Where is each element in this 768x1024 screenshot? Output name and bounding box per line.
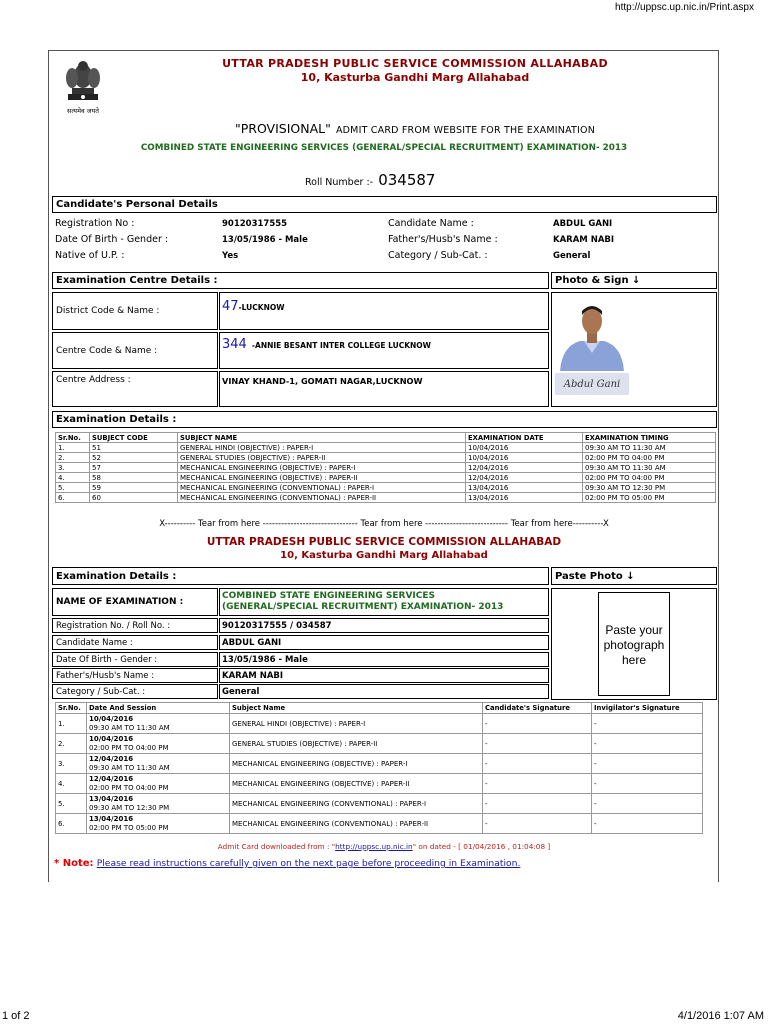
session-date: 10/04/2016 bbox=[89, 734, 134, 743]
download-suffix: " on dated - [ 01/04/2016 , 01:04:08 ] bbox=[412, 842, 551, 851]
session-col-header: Subject Name bbox=[230, 703, 483, 714]
session-sr: 5. bbox=[56, 794, 87, 814]
candidate-signature-cell: - bbox=[483, 774, 592, 794]
state-emblem-icon bbox=[58, 56, 108, 114]
session-date: 12/04/2016 bbox=[89, 774, 134, 783]
session-sr: 2. bbox=[56, 734, 87, 754]
category-value: General bbox=[553, 251, 591, 261]
session-sr: 1. bbox=[56, 714, 87, 734]
session-time: 09:30 AM TO 12:30 PM bbox=[89, 803, 170, 812]
exam-table-cell: 09:30 AM TO 11:30 AM bbox=[583, 463, 716, 473]
download-info bbox=[50, 842, 718, 851]
exam-name: COMBINED STATE ENGINEERING SERVICES (GENERAL/SPECIAL RECRUITMENT) EXAMINATION- 2013 bbox=[140, 143, 628, 153]
category-label: Category / Sub-Cat. : bbox=[388, 250, 488, 261]
lower-reg-label: Registration No. / Roll No. : bbox=[52, 618, 218, 633]
dob-value: 13/05/1986 - Male bbox=[222, 235, 308, 245]
roll-value: 034587 bbox=[378, 171, 436, 189]
exam-table-cell: 57 bbox=[90, 463, 178, 473]
district-value bbox=[219, 292, 549, 330]
exam-table-cell: 5. bbox=[56, 483, 90, 493]
exam-table-row bbox=[56, 453, 716, 463]
lower-father-label: Father's/Husb's Name : bbox=[52, 668, 218, 683]
session-row bbox=[56, 714, 703, 734]
paste-photo-box: Paste your photograph here bbox=[598, 592, 670, 696]
title-rest: ADMIT CARD FROM WEBSITE FOR THE EXAMINATION bbox=[335, 125, 596, 136]
exam-table-cell: 51 bbox=[90, 443, 178, 453]
photo-sign-box bbox=[551, 292, 717, 407]
exam-table-row bbox=[56, 463, 716, 473]
lower-category-label: Category / Sub-Cat. : bbox=[52, 684, 218, 699]
centre-value bbox=[219, 332, 549, 369]
session-time: 02:00 PM TO 04:00 PM bbox=[89, 743, 169, 752]
exam-table-row bbox=[56, 443, 716, 453]
org-address-lower: 10, Kasturba Gandhi Marg Allahabad bbox=[280, 550, 488, 561]
org-address: 10, Kasturba Gandhi Marg Allahabad bbox=[300, 71, 530, 84]
lower-exam-heading: Examination Details : bbox=[52, 567, 549, 585]
centre-code: 344 bbox=[222, 337, 247, 352]
session-date-cell bbox=[87, 754, 230, 774]
exam-col-header: EXAMINATION DATE bbox=[466, 433, 583, 443]
session-row bbox=[56, 774, 703, 794]
native-value: Yes bbox=[222, 251, 239, 261]
session-date: 10/04/2016 bbox=[89, 714, 134, 723]
father-value: KARAM NABI bbox=[553, 235, 615, 245]
district-code: 47 bbox=[222, 299, 239, 314]
exam-table-cell: 60 bbox=[90, 493, 178, 503]
page-count: 1 of 2 bbox=[2, 1010, 30, 1022]
exam-line-2: (GENERAL/SPECIAL RECRUITMENT) EXAMINATION- 2013 bbox=[222, 602, 504, 612]
exam-name-value bbox=[219, 588, 549, 616]
invigilator-signature-cell: - bbox=[592, 734, 703, 754]
note-link[interactable]: Please read instructions carefully given on the next page before proceeding in Examination. bbox=[96, 858, 521, 869]
session-subject: MECHANICAL ENGINEERING (CONVENTIONAL) : PAPER-II bbox=[230, 814, 483, 834]
session-date-cell bbox=[87, 814, 230, 834]
invigilator-signature-cell: - bbox=[592, 714, 703, 734]
candidate-signature-cell: - bbox=[483, 714, 592, 734]
candidate-signature-cell: - bbox=[483, 814, 592, 834]
exam-table-cell: 10/04/2016 bbox=[466, 443, 583, 453]
reg-value: 90120317555 bbox=[222, 219, 288, 229]
emblem-motto: सत्यमेव जयते bbox=[67, 107, 99, 115]
exam-table-cell: 3. bbox=[56, 463, 90, 473]
exam-table-cell: 4. bbox=[56, 473, 90, 483]
download-link[interactable]: http://uppsc.up.nic.in bbox=[335, 842, 413, 851]
exam-table-cell: 02:00 PM TO 04:00 PM bbox=[583, 473, 716, 483]
exam-details-heading: Examination Details : bbox=[52, 411, 717, 428]
exam-table-cell: 10/04/2016 bbox=[466, 453, 583, 463]
note bbox=[54, 858, 520, 869]
exam-col-header: SUBJECT NAME bbox=[178, 433, 466, 443]
session-row bbox=[56, 794, 703, 814]
candidate-signature: Abdul Gani bbox=[555, 373, 629, 395]
exam-table-cell: 09:30 AM TO 11:30 AM bbox=[583, 443, 716, 453]
native-label: Native of U.P. : bbox=[55, 250, 125, 261]
candidate-signature-cell: - bbox=[483, 734, 592, 754]
session-time: 02:00 PM TO 04:00 PM bbox=[89, 783, 169, 792]
address-value: VINAY KHAND-1, GOMATI NAGAR,LUCKNOW bbox=[219, 371, 549, 407]
exam-col-header: SUBJECT CODE bbox=[90, 433, 178, 443]
session-date: 12/04/2016 bbox=[89, 754, 134, 763]
exam-table-cell: 13/04/2016 bbox=[466, 483, 583, 493]
invigilator-signature-cell: - bbox=[592, 794, 703, 814]
roll-number bbox=[305, 170, 435, 189]
attendance-table bbox=[55, 702, 702, 834]
invigilator-signature-cell: - bbox=[592, 774, 703, 794]
exam-table-cell: MECHANICAL ENGINEERING (OBJECTIVE) : PAPER-II bbox=[178, 473, 466, 483]
session-col-header: Sr.No. bbox=[56, 703, 87, 714]
exam-table-cell: 52 bbox=[90, 453, 178, 463]
exam-table-cell: 12/04/2016 bbox=[466, 473, 583, 483]
session-sr: 3. bbox=[56, 754, 87, 774]
exam-table-cell: MECHANICAL ENGINEERING (OBJECTIVE) : PAPER-I bbox=[178, 463, 466, 473]
name-value: ABDUL GANI bbox=[553, 219, 613, 229]
personal-details-heading: Candidate's Personal Details bbox=[52, 196, 717, 213]
session-col-header: Candidate's Signature bbox=[483, 703, 592, 714]
session-date: 13/04/2016 bbox=[89, 814, 134, 823]
session-subject: MECHANICAL ENGINEERING (CONVENTIONAL) : PAPER-I bbox=[230, 794, 483, 814]
name-label: Candidate Name : bbox=[388, 218, 474, 229]
note-label: * Note: bbox=[54, 858, 94, 869]
session-date-cell bbox=[87, 794, 230, 814]
exam-table-cell: GENERAL HINDI (OBJECTIVE) : PAPER-I bbox=[178, 443, 466, 453]
exam-table-cell: 2. bbox=[56, 453, 90, 463]
tear-line: X---------- Tear from here ------------------------------- Tear from here --------------------------- Tear from here----------X bbox=[159, 519, 609, 529]
address-label: Centre Address : bbox=[52, 371, 218, 407]
exam-name-label: NAME OF EXAMINATION : bbox=[52, 588, 218, 616]
provisional-label: "PROVISIONAL" bbox=[234, 121, 331, 136]
session-col-header: Date And Session bbox=[87, 703, 230, 714]
print-datetime: 4/1/2016 1:07 AM bbox=[677, 1010, 764, 1022]
session-sr: 6. bbox=[56, 814, 87, 834]
exam-table-cell: 09:30 AM TO 12:30 PM bbox=[583, 483, 716, 493]
session-date-cell bbox=[87, 774, 230, 794]
paste-photo-area bbox=[551, 588, 717, 700]
exam-table-cell: 13/04/2016 bbox=[466, 493, 583, 503]
father-label: Father's/Husb's Name : bbox=[388, 234, 498, 245]
candidate-photo bbox=[552, 301, 632, 371]
roll-label: Roll Number :- bbox=[305, 177, 374, 188]
centre-details-heading: Examination Centre Details : bbox=[52, 272, 549, 289]
org-name-lower: UTTAR PRADESH PUBLIC SERVICE COMMISSION ALLAHABAD bbox=[206, 536, 562, 548]
session-date: 13/04/2016 bbox=[89, 794, 134, 803]
candidate-signature-cell: - bbox=[483, 754, 592, 774]
exam-col-header: EXAMINATION TIMING bbox=[583, 433, 716, 443]
exam-table-cell: 02:00 PM TO 05:00 PM bbox=[583, 493, 716, 503]
session-time: 09:30 AM TO 11:30 AM bbox=[89, 723, 170, 732]
lower-reg-value: 90120317555 / 034587 bbox=[219, 618, 549, 633]
lower-name-value: ABDUL GANI bbox=[219, 635, 549, 650]
district-label: District Code & Name : bbox=[52, 292, 218, 330]
candidate-signature-cell: - bbox=[483, 794, 592, 814]
invigilator-signature-cell: - bbox=[592, 754, 703, 774]
session-date-cell bbox=[87, 714, 230, 734]
session-row bbox=[56, 734, 703, 754]
session-col-header: Invigilator's Signature bbox=[592, 703, 703, 714]
lower-father-value: KARAM NABI bbox=[219, 668, 549, 683]
exam-table-cell: 59 bbox=[90, 483, 178, 493]
exam-table-row bbox=[56, 493, 716, 503]
exam-table-cell: 1. bbox=[56, 443, 90, 453]
dob-label: Date Of Birth - Gender : bbox=[55, 234, 169, 245]
download-prefix: Admit Card downloaded from : " bbox=[217, 842, 336, 851]
exam-table-cell: 6. bbox=[56, 493, 90, 503]
session-subject: MECHANICAL ENGINEERING (OBJECTIVE) : PAPER-I bbox=[230, 754, 483, 774]
session-time: 02:00 PM TO 05:00 PM bbox=[89, 823, 169, 832]
exam-table-cell: 58 bbox=[90, 473, 178, 483]
reg-label: Registration No : bbox=[55, 218, 135, 229]
lower-dob-label: Date Of Birth - Gender : bbox=[52, 652, 218, 667]
exam-table-cell: MECHANICAL ENGINEERING (CONVENTIONAL) : PAPER-II bbox=[178, 493, 466, 503]
lower-category-value: General bbox=[219, 684, 549, 699]
centre-label: Centre Code & Name : bbox=[52, 332, 218, 369]
lower-dob-value: 13/05/1986 - Male bbox=[219, 652, 549, 667]
session-subject: MECHANICAL ENGINEERING (OBJECTIVE) : PAPER-II bbox=[230, 774, 483, 794]
exam-col-header: Sr.No. bbox=[56, 433, 90, 443]
session-row bbox=[56, 754, 703, 774]
session-time: 09:30 AM TO 11:30 AM bbox=[89, 763, 170, 772]
session-sr: 4. bbox=[56, 774, 87, 794]
print-url: http://uppsc.up.nic.in/Print.aspx bbox=[615, 2, 754, 13]
session-row bbox=[56, 814, 703, 834]
centre-name: -ANNIE BESANT INTER COLLEGE LUCKNOW bbox=[251, 341, 431, 350]
exam-table-cell: 12/04/2016 bbox=[466, 463, 583, 473]
photo-sign-heading: Photo & Sign ↓ bbox=[551, 272, 717, 289]
admit-card-title bbox=[110, 118, 720, 137]
session-subject: GENERAL STUDIES (OBJECTIVE) : PAPER-II bbox=[230, 734, 483, 754]
exam-schedule-table bbox=[55, 432, 715, 503]
exam-line-1: COMBINED STATE ENGINEERING SERVICES bbox=[222, 591, 435, 601]
session-subject: GENERAL HINDI (OBJECTIVE) : PAPER-I bbox=[230, 714, 483, 734]
org-name: UTTAR PRADESH PUBLIC SERVICE COMMISSION ALLAHABAD bbox=[222, 57, 608, 70]
district-name: -LUCKNOW bbox=[238, 303, 285, 312]
paste-photo-heading: Paste Photo ↓ bbox=[551, 567, 717, 585]
invigilator-signature-cell: - bbox=[592, 814, 703, 834]
session-date-cell bbox=[87, 734, 230, 754]
exam-table-cell: MECHANICAL ENGINEERING (CONVENTIONAL) : PAPER-I bbox=[178, 483, 466, 493]
exam-table-row bbox=[56, 483, 716, 493]
exam-table-row bbox=[56, 473, 716, 483]
exam-table-cell: GENERAL STUDIES (OBJECTIVE) : PAPER-II bbox=[178, 453, 466, 463]
exam-table-cell: 02:00 PM TO 04:00 PM bbox=[583, 453, 716, 463]
lower-name-label: Candidate Name : bbox=[52, 635, 218, 650]
